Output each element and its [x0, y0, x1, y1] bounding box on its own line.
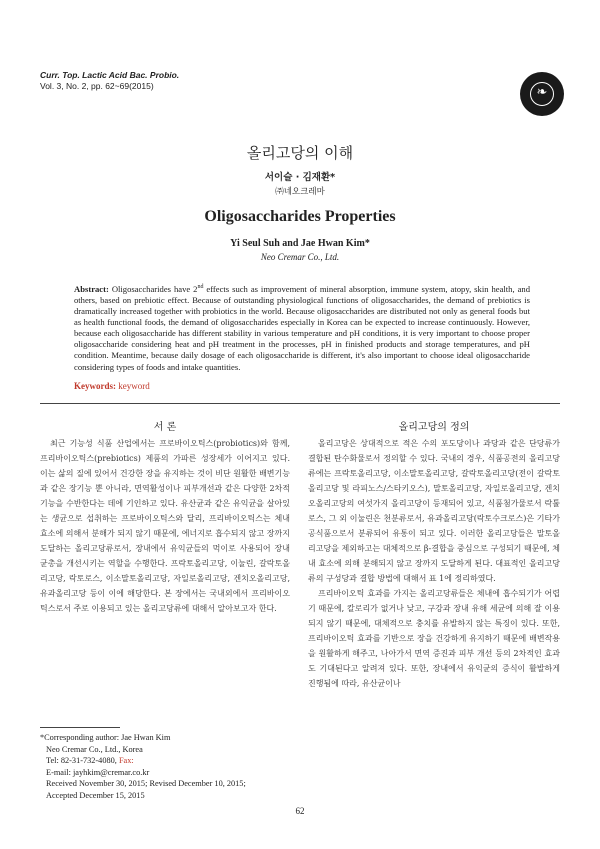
introduction-paragraph: 최근 기능성 식품 산업에서는 프로바이오틱스(probiotics)와 함께, 프리바이오틱스(prebiotics) 제품의 가파른 성장세가 이어지고 있다. 이는 삶의 질에 있어서 건강한 장을 유지하는 것이 비단 원활한 배변기능과 같은 장기능 뿐 아니라, 면역활성이나 피부개선과 같은 다양한 2차적 기능을 수반한다는 데에 기인하고 있다. 유산균과 같은 유익균을 살아있는 생균으로 섭취하는 프로바이오틱스와 달리, 프리바이오틱스는 체내 효소에 의해서 분해가 되지 않기 때문에, 에너지로 흡수되지 않고 장까지 도달하는 올리고당류로서, 장내에서 유익균들의 먹이로 사용되어 장내 균총을 개선시키는 역할을 수행한다. 프락토올리고당, 이눌린, 갈락토올리고당, 락토로스, 이소말토올리고당, 자일로올리고당, 겐치오올리고당, 유과올리고당 등이 이에 해당한다. 본 장에서는 국내외에서 프리바이오틱스로서 주로 이용되고 있는 올리고당류에 대해서 알아보고자 한다. — [40, 439, 290, 613]
keywords-label: Keywords: — [74, 381, 116, 391]
contact-line — [40, 755, 300, 767]
definition-paragraph-2: 프리바이오틱 효과를 가지는 올리고당류들은 체내에 흡수되기가 어렵기 때문에, 칼로리가 없거나 낮고, 구강과 장내 유해 세균에 의해 잘 이용되지 않기 때문에, 대체적으로 충치를 유발하지 않는 특징이 있다. 또한, 프리바이오틱 효과를 기반으로 장을 건강하게 유지하기 때문에 배변작용을 원활하게 해주고, 나아가서 면역 증진과 피부 개선 등의 2차적인 효과도 기대된다고 알려져 있다. 또한, 장내에서 유익균의 증식이 활발하게 진행됨에 따라, 유산균이나 — [308, 589, 560, 688]
korean-authors: 서이슬 · 김재환* — [264, 172, 336, 183]
abstract — [74, 282, 530, 373]
abstract-superscript: nd — [197, 284, 204, 290]
english-affiliation: Neo Cremar Co., Ltd. — [260, 252, 340, 262]
journal-volume: Vol. 3, No. 2, pp. 62~69(2015) — [40, 81, 154, 91]
right-column — [308, 436, 560, 691]
corresponding-author: *Corresponding author: Jae Hwan Kim — [40, 733, 171, 742]
english-authors: Yi Seul Suh and Jae Hwan Kim* — [230, 238, 370, 249]
introduction-heading: 서 론 — [153, 422, 177, 433]
journal-name: Curr. Top. Lactic Acid Bac. Probio. — [40, 70, 180, 80]
abstract-text: effects such as improvement of mineral absorption, immune system, atopy, skin health, and others, based on prebiotic effect. Because of outstanding physiological functions of oligosaccharides, the demand of prebiotics is dramatically increased together with probiotics in the world. Because oligosaccharides are distributed not only as general foods but as health functional foods, the demand of oligosaccharides especially in Korea can be expected to increase continuously. However, because each oligosaccharide has different stability in various temperature and pH conditions, it is very important to choose proper oligosaccharide considering heat and pH treatment in the processes, pH in finished products and storage temperatures, and pH condition. Meantime, because daily dosage of each oligosaccharide is different, it's also important to choose ideal oligosaccharide considering types of foods and intake quantities. — [74, 283, 530, 372]
definition-paragraph-1: 올리고당은 상대적으로 적은 수의 포도당이나 과당과 같은 단당류가 결합된 탄수화물로서 정의할 수 있다. 국내의 경우, 식품공전의 올리고당류에는 프락토올리고당, 이소말토올리고당, 갈락토올리고당(전이 갈락토올리고당 및 라피노스/스타키오스), 말토올리고당, 자일로올리고당, 겐치오올리고당의 여섯가지 올리고당이 등재되어 있고, 식품첨가물로서 락툴로스, 그 외 이눌린은 천분류로서, 유과올리고당(락토수크로스)은 기타가공식품으로서 분류되어 유통이 되고 있다. 이러한 올리고당들은 말토올리고당을 제외하고는 대체적으로 β-결합을 중심으로 구성되기 때문에, 체내 효소에 의해 분해되지 않고 장까지 도달하게 된다. 대표적인 올리고당류의 구성당과 결합 방법에 대해서 표 1에 정리하였다. — [308, 439, 560, 583]
telephone: Tel: 82-31-732-4080, — [46, 756, 117, 765]
seal-emblem-icon: ❧ — [536, 85, 548, 100]
korean-title: 올리고당의 이해 — [246, 144, 354, 162]
accepted-date: Accepted December 15, 2015 — [46, 790, 145, 800]
received-date: Received November 30, 2015; Revised December 10, 2015; — [46, 779, 246, 788]
society-seal-logo — [520, 72, 564, 116]
author-company: Neo Cremar Co., Ltd., Korea — [46, 744, 143, 754]
left-column — [40, 436, 290, 616]
section-divider — [40, 403, 560, 404]
korean-affiliation: ㈜네오크레마 — [275, 187, 325, 197]
abstract-text-start: Oligosaccharides have 2 — [111, 283, 198, 294]
page-number: 62 — [295, 806, 305, 816]
keywords-value: keyword — [118, 381, 150, 391]
abstract-label: Abstract: — [74, 283, 109, 294]
english-title: Oligosaccharides Properties — [204, 208, 396, 225]
definition-heading: 올리고당의 정의 — [398, 422, 470, 433]
journal-header — [40, 70, 179, 92]
fax: Fax: — [118, 756, 134, 765]
keywords — [74, 381, 150, 391]
footnote-rule — [40, 727, 120, 728]
footnote — [40, 732, 300, 801]
email: E-mail: jayhkim@cremar.co.kr — [46, 767, 150, 777]
